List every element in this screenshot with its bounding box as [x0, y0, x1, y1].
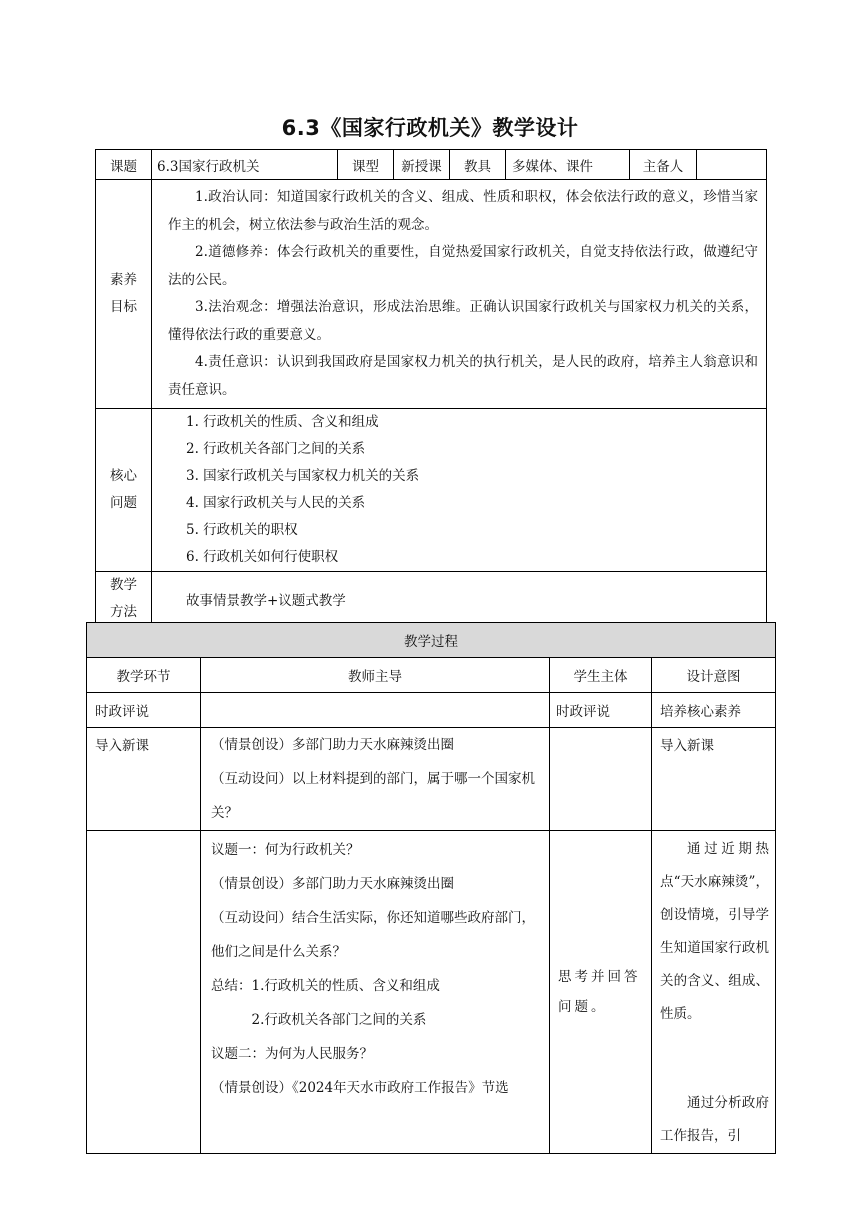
core-question-item: 2. 行政机关各部门之间的关系: [186, 441, 366, 457]
document-title: 6.3《国家行政机关》教学设计: [281, 116, 579, 140]
core-question-item: 6. 行政机关如何行使职权: [186, 549, 339, 565]
goal-item: 2.道德修养：体会行政机关的重要性，自觉热爱国家行政机关，自觉支持依法行政，做遵纪守法的公民。: [168, 244, 758, 288]
type-label: 课型: [338, 150, 394, 180]
row2-teacher: [201, 728, 550, 831]
tools-label: 教具: [450, 150, 506, 180]
goal-item: 3.法治观念：增强法治意识，形成法治思维。正确认识国家行政机关与国家权力机关的关系，懂得依法行政的重要意义。: [168, 299, 758, 343]
goal-item: 1.政治认同：知道国家行政机关的含义、组成、性质和职权，体会依法行政的意义，珍惜当家作主的机会，树立依法参与政治生活的观念。: [168, 189, 758, 233]
teacher-line: 总结：1.行政机关的性质、含义和组成: [211, 978, 440, 994]
process-header: 教学过程: [87, 623, 776, 658]
teacher-line: （情景创设）《2024年天水市政府工作报告》节选: [211, 1080, 509, 1096]
method-value: 故事情景教学+议题式教学: [152, 572, 767, 627]
type-value: 新授课: [394, 150, 450, 180]
teacher-line: 议题一：何为行政机关？: [211, 842, 360, 858]
core-question-item: 1. 行政机关的性质、含义和组成: [186, 414, 379, 430]
core-question-item: 4. 国家行政机关与人民的关系: [186, 495, 366, 511]
row2-student: [550, 728, 652, 831]
teacher-line: （情景创设）多部门助力天水麻辣烫出圈: [211, 876, 454, 892]
process-table: [86, 622, 776, 1154]
teacher-line: 2.行政机关各部门之间的关系: [251, 1012, 427, 1028]
tools-value: 多媒体、课件: [506, 150, 630, 180]
row2-stage: 导入新课: [87, 728, 201, 831]
teacher-line: （情景创设）多部门助力天水麻辣烫出圈: [211, 737, 454, 753]
preparer-value: [697, 150, 767, 180]
teacher-line: （互动设问）以上材料提到的部门，属于哪一个国家机关？: [211, 771, 535, 821]
row1-intent: 培养核心素养: [652, 693, 776, 728]
row3-teacher: [201, 831, 550, 1154]
goals-label: 素养目标: [96, 180, 152, 409]
goals-content: [152, 180, 767, 409]
col-header-stage: 教学环节: [87, 658, 201, 693]
intent-paragraph: 通过近期热点“天水麻辣烫”，创设情境，引导学生知道国家行政机关的含义、组成、性质。: [660, 841, 769, 1022]
col-header-intent: 设计意图: [652, 658, 776, 693]
goal-item: 4.责任意识：认识到我国政府是国家权力机关的执行机关，是人民的政府，培养主人翁意识和责任意识。: [168, 354, 758, 398]
method-label: 教学方法: [96, 572, 152, 627]
core-question-item: 5. 行政机关的职权: [186, 522, 298, 538]
teacher-line: 议题二：为何为人民服务？: [211, 1046, 373, 1062]
row1-stage: 时政评说: [87, 693, 201, 728]
row3-stage: [87, 831, 201, 1154]
row3-student: 思考并回答问题。: [550, 831, 652, 1154]
info-table: [95, 149, 767, 627]
topic-value: 6.3国家行政机关: [152, 150, 338, 180]
core-questions-label: 核心问题: [96, 409, 152, 572]
teacher-line: （互动设问）结合生活实际，你还知道哪些政府部门，他们之间是什么关系？: [211, 910, 535, 960]
row1-student: 时政评说: [550, 693, 652, 728]
col-header-teacher: 教师主导: [201, 658, 550, 693]
intent-paragraph: 通过分析政府工作报告，引: [660, 1095, 769, 1144]
preparer-label: 主备人: [630, 150, 697, 180]
row1-teacher: [201, 693, 550, 728]
row2-intent: 导入新课: [652, 728, 776, 831]
topic-label: 课题: [96, 150, 152, 180]
core-question-item: 3. 国家行政机关与国家权力机关的关系: [186, 468, 420, 484]
core-questions-list: [152, 409, 767, 572]
row3-intent: [652, 831, 776, 1154]
col-header-student: 学生主体: [550, 658, 652, 693]
